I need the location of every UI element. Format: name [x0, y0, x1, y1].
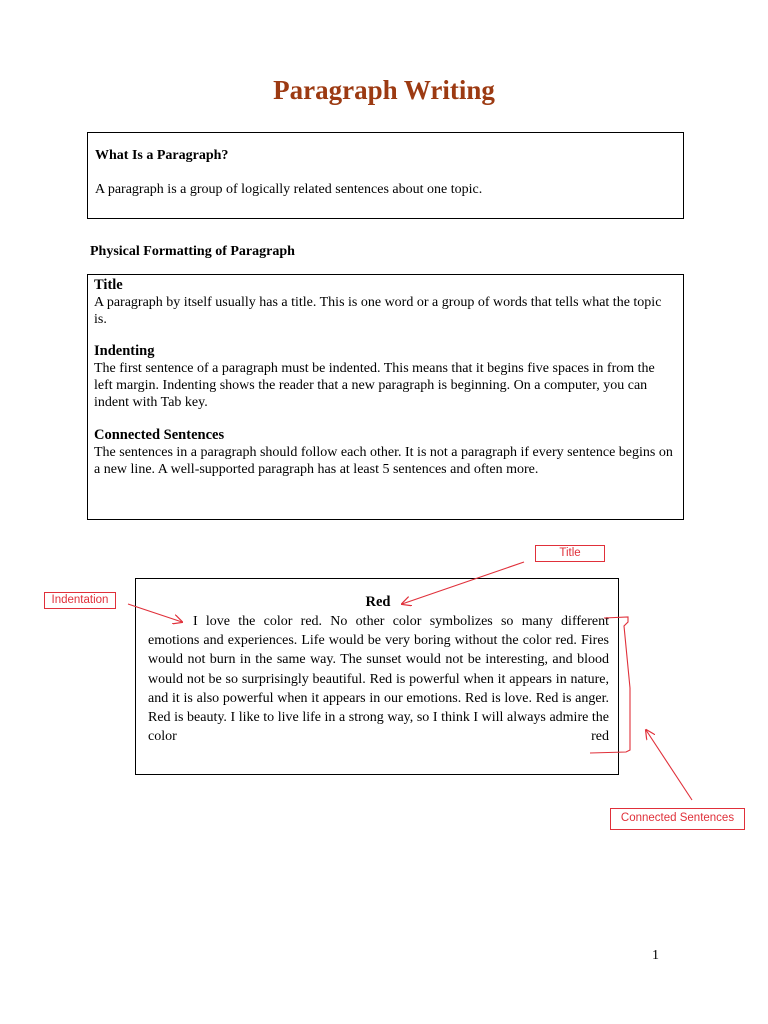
- section-title-heading: Title: [94, 277, 123, 293]
- section-indenting-heading: Indenting: [94, 343, 155, 359]
- what-is-paragraph-text: A paragraph is a group of logically related sentences about one topic.: [95, 182, 483, 197]
- example-paragraph-title: Red: [365, 594, 391, 610]
- page-number: 1: [652, 948, 659, 963]
- indentation-arrow: [128, 604, 182, 622]
- connected-sentences-bracket: [590, 617, 630, 753]
- physical-formatting-heading: Physical Formatting of Paragraph: [90, 244, 295, 259]
- section-indenting-text: The first sentence of a paragraph must be indented. This means that it begins five spaces in from the left margin. Indenting shows the reader that a new paragraph is beginning. On a computer, you can indent with Tab key.: [94, 361, 655, 410]
- section-connected-text: The sentences in a paragraph should follow each other. It is not a paragraph if every sentence begins on a new line. A well-supported paragraph has at least 5 sentences and often more.: [94, 445, 673, 477]
- section-connected-heading: Connected Sentences: [94, 427, 225, 443]
- section-title-text: A paragraph by itself usually has a title. This is one word or a group of words that tells what the topic is.: [94, 295, 662, 327]
- connected-sentences-arrow: [646, 730, 692, 800]
- connected-sentences-annotation-label: Connected Sentences: [610, 808, 745, 830]
- page-title: Paragraph Writing: [273, 75, 495, 105]
- title-annotation-label: Title: [535, 545, 605, 562]
- title-arrow: [402, 562, 524, 604]
- what-is-paragraph-heading: What Is a Paragraph?: [95, 148, 229, 163]
- indentation-annotation-label: Indentation: [44, 592, 116, 609]
- example-paragraph-body: I love the color red. No other color symbolizes so many different emotions and experiences. Life would be very boring without the color red. Fires would not burn in the same way. The sunset would not be interesting, and blood would not be so surprisingly beautiful. Red is powerful when it appears in nature, and it is also powerful when it appears in our emotions. Red is love. Red is anger. Red is beauty. I like to live life in a strong way, so I think I will always admire the color red: [148, 614, 609, 745]
